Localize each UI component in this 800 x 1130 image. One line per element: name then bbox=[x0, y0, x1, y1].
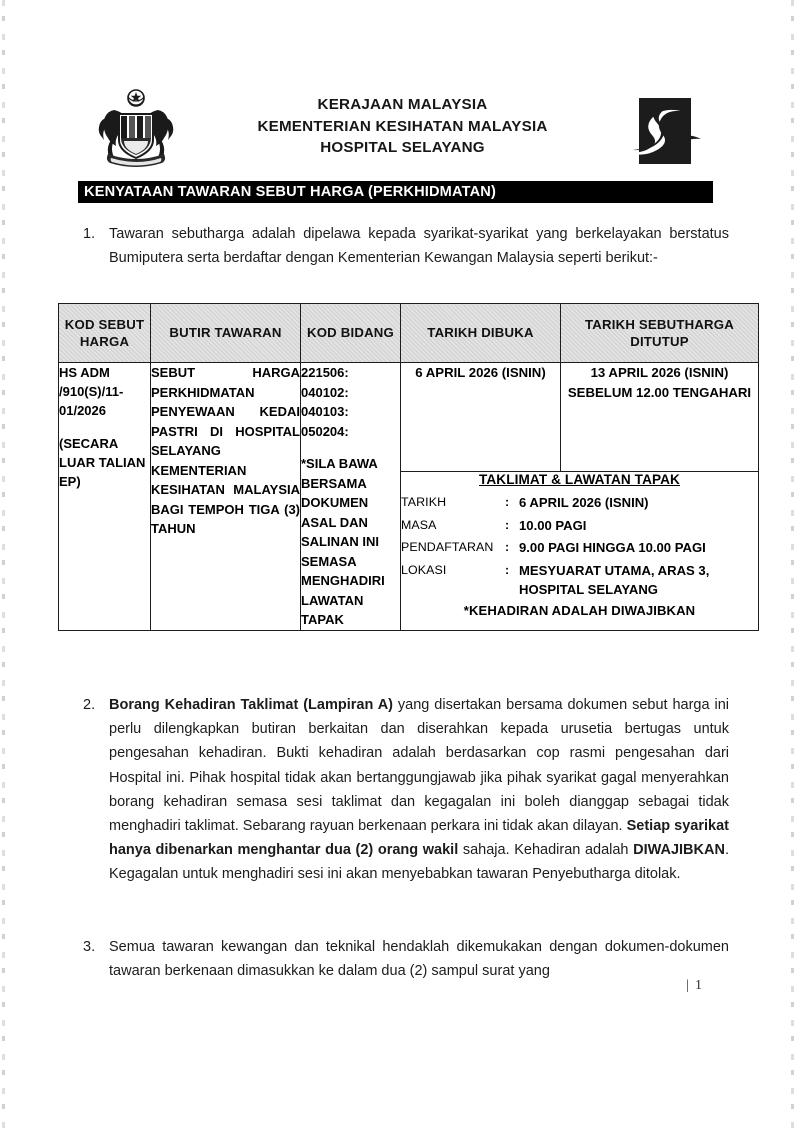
taklimat-value-lokasi: MESYUARAT UTAMA, ARAS 3, HOSPITAL SELAYANG bbox=[519, 562, 710, 597]
paragraph-2-text-3: . Kegagalan untuk menghadiri sesi ini akan menyebabkan tawaran Penyebutharga ditolak. bbox=[109, 842, 729, 883]
taklimat-label-pendaftaran: PENDAFTARAN bbox=[401, 540, 494, 554]
kod-bidang-note: *SILA BAWA BERSAMA DOKUMEN ASAL DAN SALINAN INI SEMASA MENGHADIRI LAWATAN TAPAK bbox=[301, 456, 385, 627]
cell-taklimat-block bbox=[401, 472, 759, 631]
taklimat-label-masa: MASA bbox=[401, 517, 437, 532]
column-header-kod-sebut-harga: KOD SEBUT HARGA bbox=[59, 304, 151, 363]
kod-bidang-code-2: 040102: bbox=[301, 384, 349, 400]
taklimat-label-tarikh: TARIKH bbox=[401, 495, 447, 509]
paragraph-2-bold-lampiran: Borang Kehadiran Taklimat (Lampiran A) bbox=[109, 697, 393, 713]
taklimat-value-pendaftaran: 9.00 PAGI HINGGA 10.00 PAGI bbox=[519, 540, 706, 555]
column-header-tarikh-dibuka: TARIKH DIBUKA bbox=[401, 304, 561, 363]
taklimat-value-masa: 10.00 PAGI bbox=[519, 517, 587, 533]
header-title-block bbox=[195, 94, 610, 159]
paragraph-2 bbox=[83, 693, 729, 887]
kod-bidang-code-3: 040103: bbox=[301, 404, 349, 419]
taklimat-colon-lokasi: : bbox=[505, 562, 510, 577]
cell-kod-bidang bbox=[301, 363, 401, 631]
page-number-marker: | 1 bbox=[686, 977, 704, 992]
taklimat-colon-pendaftaran: : bbox=[505, 540, 510, 554]
taklimat-row-masa bbox=[401, 516, 758, 536]
taklimat-label-lokasi: LOKASI bbox=[401, 562, 447, 577]
header-line-1: KERAJAAN MALAYSIA bbox=[317, 96, 488, 113]
paragraph-2-bold-wakil: Setiap syarikat hanya dibenarkan menghantar dua (2) orang wakil bbox=[109, 818, 729, 859]
paragraph-3 bbox=[83, 935, 729, 983]
cell-tarikh-ditutup: 13 APRIL 2026 (ISNIN) SEBELUM 12.00 TENGAHARI bbox=[561, 363, 759, 472]
taklimat-title: TAKLIMAT & LAWATAN TAPAK bbox=[479, 472, 680, 487]
taklimat-colon-masa: : bbox=[505, 517, 510, 532]
paragraph-2-bold-diwajibkan: DIWAJIBKAN bbox=[633, 842, 725, 859]
malaysia-coat-of-arms-icon bbox=[84, 88, 188, 172]
cell-butir-tawaran: SEBUT HARGA PERKHIDMATAN PENYEWAAN KEDAI PASTRI DI HOSPITAL SELAYANG KEMENTERIAN KESIHATAN MALAYSIA BAGI TEMPOH TIGA (3) TAHUN bbox=[151, 363, 301, 631]
taklimat-row-lokasi bbox=[401, 561, 758, 600]
table-header-row bbox=[59, 304, 759, 363]
cell-kod-sebut-harga bbox=[59, 363, 151, 631]
column-header-butir-tawaran: BUTIR TAWARAN bbox=[151, 304, 301, 363]
kod-bidang-code-1: 221506: bbox=[301, 365, 349, 380]
paragraph-2-text-2: sahaja. Kehadiran adalah bbox=[458, 842, 634, 859]
paragraph-1 bbox=[83, 222, 729, 270]
kod-bidang-code-4: 050204: bbox=[301, 423, 349, 439]
banner-title: KENYATAAN TAWARAN SEBUT HARGA (PERKHIDMATAN) bbox=[84, 184, 496, 200]
banner-bar bbox=[78, 181, 713, 203]
header-line-3: HOSPITAL SELAYANG bbox=[320, 139, 485, 156]
tender-details-table bbox=[58, 303, 759, 631]
header-line-2: KEMENTERIAN KESIHATAN MALAYSIA bbox=[257, 117, 548, 135]
paragraph-3-number: 3. bbox=[83, 939, 96, 955]
paragraph-2-number: 2. bbox=[83, 697, 96, 713]
table-row bbox=[59, 363, 759, 472]
taklimat-row-tarikh bbox=[401, 493, 758, 513]
taklimat-row-pendaftaran bbox=[401, 538, 758, 558]
paragraph-1-text: Tawaran sebutharga adalah dipelawa kepada syarikat-syarikat yang berkelayakan berstatus Bumiputera serta berdaftar dengan Kementerian Kewangan Malaysia seperti berikut:- bbox=[109, 226, 729, 267]
paragraph-1-number: 1. bbox=[83, 226, 96, 242]
column-header-tarikh-ditutup: TARIKH SEBUTHARGA DITUTUP bbox=[561, 304, 759, 363]
paragraph-3-text: Semua tawaran kewangan dan teknikal hendaklah dikemukakan dengan dokumen-dokumen tawaran berkenaan dimasukkan ke dalam dua (2) sampul surat yang bbox=[109, 939, 729, 980]
taklimat-note: *KEHADIRAN ADALAH DIWAJIBKAN bbox=[463, 602, 696, 618]
taklimat-value-tarikh: 6 APRIL 2026 (ISNIN) bbox=[519, 495, 649, 510]
paragraph-2-text-1: yang disertakan bersama dokumen sebut harga ini perlu dilengkapkan butiran berkaitan dan diserahkan kepada urusetia bertugas untuk pengesahan kehadiran. Bukti kehadiran adalah berdasarkan cop rasmi pengesahan dari Hospital ini. Pihak hospital tidak akan bertanggungjawab jika pihak syarikat gagal menyerahkan borang kehadiran semasa sesi taklimat dan kegagalan ini boleh dianggap sebagai tidak menghadiri taklimat. Sebarang rayuan berkenaan perkara ini tidak akan dilayan. bbox=[109, 697, 729, 835]
kod-sebut-harga-value: HS ADM /910(S)/11-01/2026 bbox=[59, 365, 124, 418]
taklimat-colon-tarikh: : bbox=[505, 495, 510, 509]
column-header-kod-bidang: KOD BIDANG bbox=[301, 304, 401, 363]
cell-tarikh-dibuka: 6 APRIL 2026 (ISNIN) bbox=[401, 363, 561, 472]
hospital-selayang-logo-icon bbox=[625, 96, 703, 170]
paragraph-2-text bbox=[109, 693, 729, 887]
kod-sebut-harga-note: (SECARA LUAR TALIAN EP) bbox=[59, 436, 146, 489]
